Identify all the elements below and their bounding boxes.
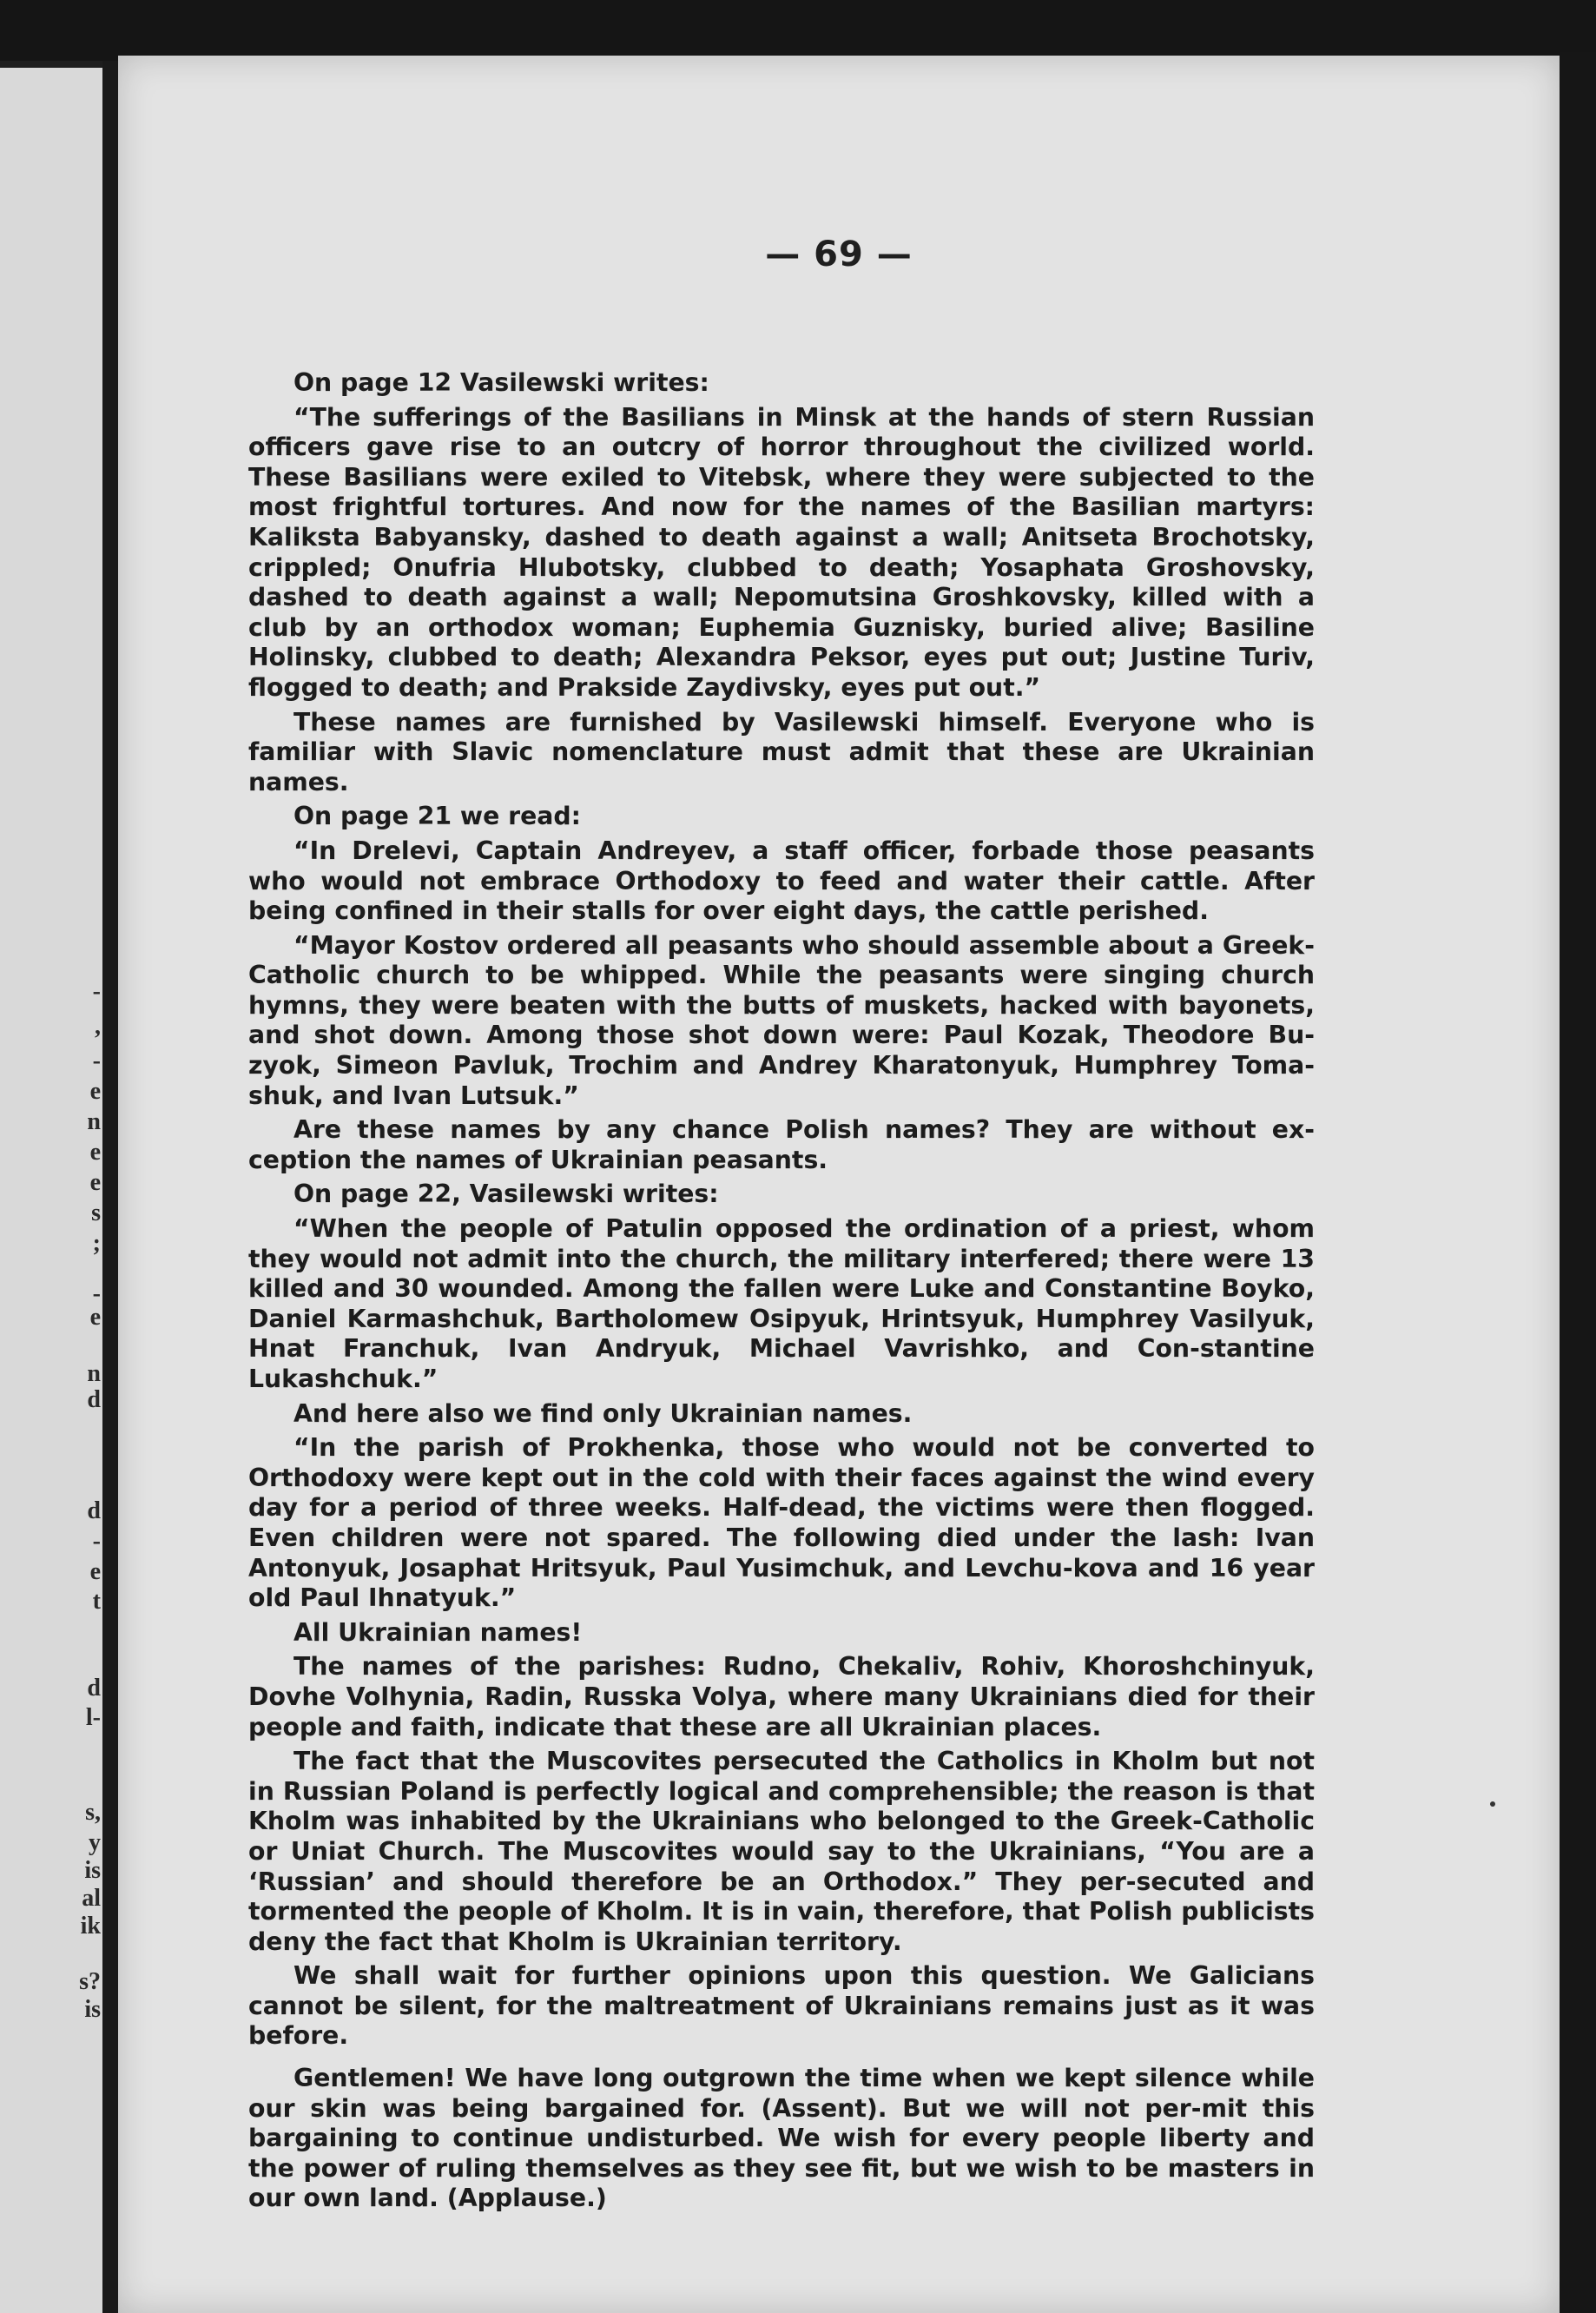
left-page-fragment: is (84, 1996, 101, 2023)
body-text (248, 368, 1315, 2218)
left-page-fragment: - (92, 1528, 101, 1555)
paragraph: All Ukrainian names! (293, 1617, 583, 1647)
scan-top-edge (0, 0, 1596, 61)
paragraph: “In the parish of Prokhenka, those who would not be converted to Orthodoxy were kept out in the cold with their faces against the wind every day for a period of three weeks. Half-dead, the victims were then flogged. Even children were not spared. The following died under the lash: Ivan Antonyuk, Josaphat Hritsyuk, Paul Yusimchuk, and Levchu-kova and 16 year old Paul Ihnatyuk.” (248, 1433, 1315, 1613)
left-page-fragment: e (89, 1558, 101, 1585)
left-page-fragment: s? (79, 1968, 101, 1995)
left-page-fragment: - (92, 1047, 101, 1074)
paragraph: On page 12 Vasilewski writes: (293, 368, 709, 397)
paragraph: And here also we find only Ukrainian names. (293, 1398, 913, 1428)
left-page-fragment: d (87, 1497, 101, 1524)
left-page-fragment: is (84, 1857, 101, 1884)
page-number: — 69 — (765, 235, 913, 274)
paragraph: “The sufferings of the Basilians in Minsk at the hands of stern Russian officers gave rise to an outcry of horror throughout the civilized world. These Basilians were exiled to Vitebsk, where they were subjected to the most frightful tortures. And now for the names of the Basilian martyrs: Kaliksta Babyansky, dashed to death against a wall; Anitseta Brochotsky, crippled; Onufria Hlubotsky, clubbed to death; Yosaphata Groshovsky, dashed to death against a wall; Nepomutsina Groshkovsky, killed with a club by an orthodox woman; Euphemia Guznisky, buried alive; Basiline Holinsky, clubbed to death; Alexandra Peksor, eyes put out; Justine Turiv, flogged to death; and Prakside Zaydivsky, eyes put out.” (248, 402, 1315, 702)
left-page-fragment: - (92, 1280, 101, 1307)
left-page-fragment: ik (80, 1913, 101, 1940)
left-page-fragment: e (89, 1169, 101, 1196)
paragraph: On page 21 we read: (293, 802, 581, 831)
left-page-fragment: s, (85, 1799, 101, 1826)
paragraph: The fact that the Muscovites persecuted the Catholics in Kholm but not in Russian Poland is perfectly logical and comprehensible; the reason is that Kholm was inhabited by the Ukrainians who belonged to the Greek-Catholic or Uniat Church. The Muscovites would say to the Ukrainians, “You are a ‘Russian’ and should therefore be an Orthodox.” They per-secuted and tormented the people of Kholm. It is in vain, therefore, that Polish publicists deny the fact that Kholm is Ukrainian territory. (248, 1747, 1315, 1956)
paragraph: Gentlemen! We have long outgrown the time when we kept silence while our skin was being bargained for. (Assent). But we will not per-mit this bargaining to continue undisturbed. We wish for every people liberty and the power of ruling themselves as they see fit, but we wish to be masters in our own land. (Applause.) (248, 2064, 1315, 2213)
paragraph: These names are furnished by Vasilewski himself. Everyone who is familiar with Slavic nomenclature must admit that these are Ukrainian names. (248, 707, 1315, 796)
left-facing-page (0, 68, 113, 2313)
left-page-fragment: n (87, 1108, 101, 1135)
left-page-fragment: n (87, 1360, 101, 1387)
paragraph: On page 22, Vasilewski writes: (293, 1180, 719, 1209)
left-page-fragment: al (82, 1885, 101, 1912)
scan-speck (1490, 1801, 1495, 1807)
document-page (118, 56, 1560, 2313)
page-gutter (102, 61, 120, 2313)
scan-right-edge (1560, 52, 1596, 2313)
left-page-fragment: e (89, 1139, 101, 1166)
paragraph: Are these names by any chance Polish names? They are without ex-ception the names of Ukrainian peasants. (248, 1115, 1315, 1174)
paragraph: “When the people of Patulin opposed the ordination of a priest, whom they would not admit into the church, the military interfered; there were 13 killed and 30 wounded. Among the fallen were Luke and Constantine Boyko, Daniel Karmashchuk, Bartholomew Osipyuk, Hrintsyuk, Humphrey Vasilyuk, Hnat Franchuk, Ivan Andryuk, Michael Vavrishko, and Con-stantine Lukashchuk.” (248, 1214, 1315, 1393)
left-page-fragment: ; (92, 1230, 101, 1257)
left-page-fragment: , (95, 1013, 101, 1040)
paragraph: We shall wait for further opinions upon this question. We Galicians cannot be silent, for the maltreatment of Ukrainians remains just as it was before. (248, 1961, 1315, 2051)
left-page-fragment: y (89, 1829, 101, 1856)
paragraph: “Mayor Kostov ordered all peasants who should assemble about a Greek-Catholic church to be whipped. While the peasants were singing church hymns, they were beaten with the butts of muskets, hacked with bayonets, and shot down. Among those shot down were: Paul Kozak, Theodore Bu-zyok, Simeon Pavluk, Trochim and Andrey Kharatonyuk, Humphrey Toma-shuk, and Ivan Lutsuk.” (248, 930, 1315, 1110)
left-page-fragment: l- (85, 1704, 101, 1731)
paragraph: The names of the parishes: Rudno, Chekaliv, Rohiv, Khoroshchinyuk, Dovhe Volhynia, Radin, Russka Volya, where many Ukrainians died for their people and faith, indicate that these are all Ukrainian places. (248, 1652, 1315, 1741)
left-page-fragment: t (92, 1588, 101, 1615)
left-page-fragment: d (87, 1386, 101, 1413)
left-page-fragment: s (91, 1199, 101, 1226)
paragraph: “In Drelevi, Captain Andreyev, a staff officer, forbade those peasants who would not embrace Orthodoxy to feed and water their cattle. After being confined in their stalls for over eight days, the cattle perished. (248, 836, 1315, 926)
left-page-fragment: e (89, 1304, 101, 1331)
left-page-fragment: d (87, 1675, 101, 1702)
left-page-fragment: e (89, 1078, 101, 1105)
left-page-fragment: - (92, 978, 101, 1005)
